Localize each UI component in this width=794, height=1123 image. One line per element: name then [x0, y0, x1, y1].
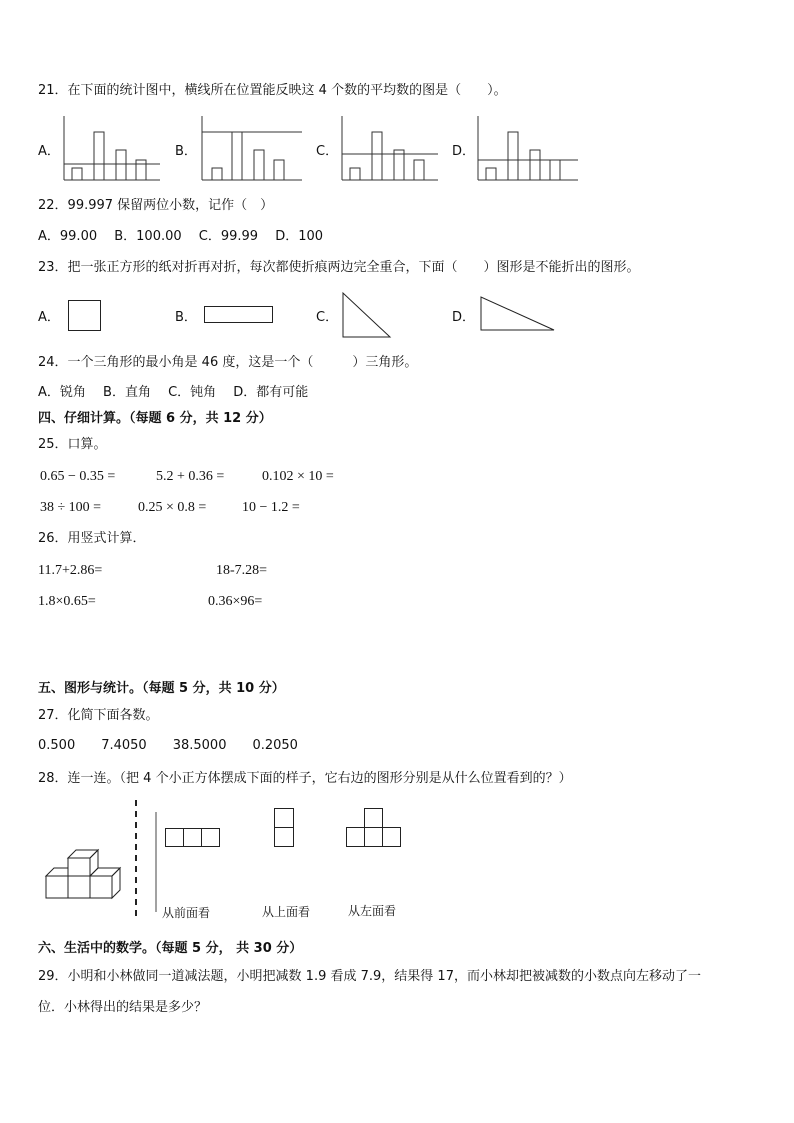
vertical-calc-item: 11.7+2.86=	[38, 563, 103, 578]
cube-stack-figure	[44, 846, 126, 902]
right-triangle-shape	[480, 296, 556, 332]
isosceles-right-triangle-shape	[342, 292, 392, 338]
question-22-options: A．99.00 B．100.00 C．99.99 D．100	[38, 229, 324, 244]
option-b-label: B．	[175, 144, 197, 159]
oral-calc-item: 0.102 × 10 =	[262, 469, 334, 484]
oral-calc-item: 0.65 − 0.35 =	[40, 469, 116, 484]
dashed-divider	[134, 800, 138, 920]
option-c-label: C．	[316, 310, 339, 325]
two-squares-stacked-view	[274, 808, 296, 848]
question-21: 21．在下面的统计图中，横线所在位置能反映这 4 个数的平均数的图是（ ）。	[38, 83, 507, 98]
rectangle-shape	[204, 306, 274, 324]
question-26: 26．用竖式计算．	[38, 531, 146, 546]
section-6-heading: 六、生活中的数学。（每题 5 分， 共 30 分）	[38, 941, 303, 956]
oral-calc-item: 38 ÷ 100 =	[40, 500, 102, 515]
left-view-caption: 从左面看	[348, 904, 397, 918]
oral-calc-item: 10 − 1.2 =	[242, 500, 300, 515]
t-shape-squares-view	[346, 808, 406, 848]
oral-calc-item: 0.25 × 0.8 =	[138, 500, 207, 515]
vertical-calc-item: 18-7.28=	[216, 563, 268, 578]
question-22: 22．99.997 保留两位小数，记作（ ）	[38, 198, 274, 213]
option-b-label: B．	[175, 310, 197, 325]
question-29-line-1: 29．小明和小林做同一道减法题，小明把减数 1.9 看成 7.9，结果得 17，而小林却把被减数的小数点向左移动了一	[38, 969, 701, 984]
question-28: 28．连一连。（把 4 个小正方体摆成下面的样子，它右边的图形分别是从什么位置看到的？）	[38, 771, 572, 786]
question-25: 25．口算。	[38, 437, 107, 452]
question-29-line-2: 位．小林得出的结果是多少？	[38, 1000, 208, 1015]
divider-line	[155, 812, 157, 912]
option-a-label: A．	[38, 310, 60, 325]
vertical-calc-item: 0.36×96=	[208, 594, 263, 609]
bar-chart-option-c	[340, 116, 440, 182]
section-5-heading: 五、图形与统计。（每题 5 分，共 10 分）	[38, 681, 285, 696]
section-4-heading: 四、仔细计算。（每题 6 分，共 12 分）	[38, 411, 272, 426]
vertical-calc-item: 1.8×0.65=	[38, 594, 96, 609]
question-23: 23．把一张正方形的纸对折再对折，每次都使折痕两边完全重合，下面（ ）图形是不能折出的图形。	[38, 260, 640, 275]
option-d-label: D．	[452, 310, 476, 325]
bar-chart-option-d	[476, 116, 580, 182]
square-shape	[68, 300, 102, 332]
question-27-numbers: 0.500 7.4050 38.5000 0.2050	[38, 738, 298, 753]
option-d-label: D．	[452, 144, 476, 159]
question-24: 24．一个三角形的最小角是 46 度，这是一个（ ）三角形。	[38, 355, 418, 370]
option-a-label: A．	[38, 144, 60, 159]
question-24-options: A．锐角 B．直角 C．钝角 D．都有可能	[38, 385, 309, 400]
question-27: 27．化简下面各数。	[38, 708, 159, 723]
bar-chart-option-b	[200, 116, 304, 182]
front-view-caption: 从前面看	[162, 906, 211, 920]
option-c-label: C．	[316, 144, 339, 159]
oral-calc-item: 5.2 + 0.36 =	[156, 469, 225, 484]
three-squares-row-view	[165, 828, 223, 848]
bar-chart-option-a	[62, 116, 162, 182]
top-view-caption: 从上面看	[262, 905, 311, 919]
